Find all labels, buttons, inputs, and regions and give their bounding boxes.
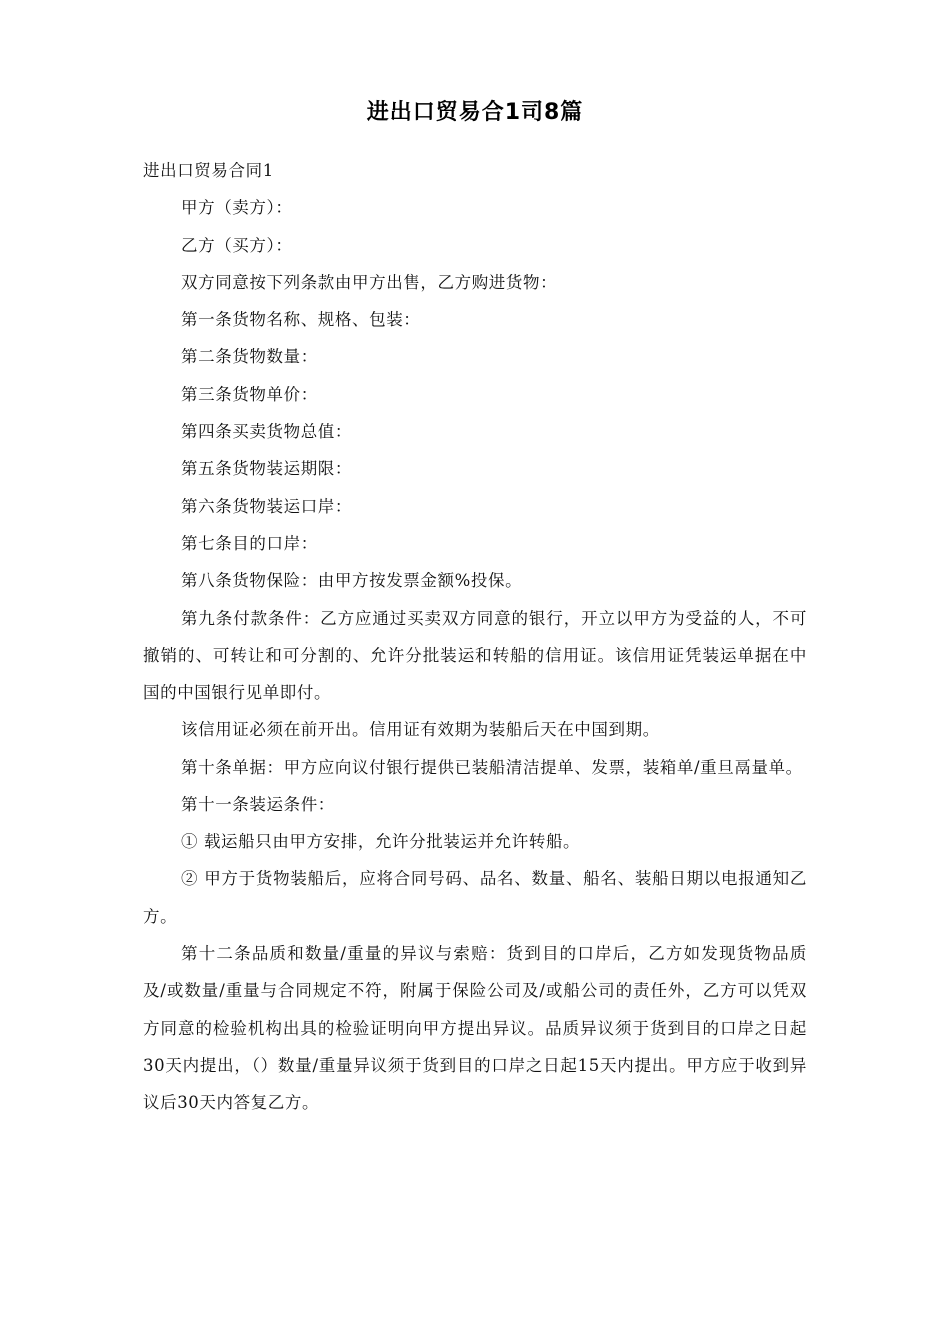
shipping-condition-2: ② 甲方于货物装船后，应将合同号码、品名、数量、船名、装船日期以电报通知乙方。 [143, 869, 807, 926]
clause-11: 第十一条装运条件： [181, 794, 335, 814]
clause-9: 第九条付款条件：乙方应通过买卖双方同意的银行，开立以甲方为受益的人，不可撤销的、可转让和可分割的、允许分批装运和转船的信用证。该信用证凭装运单据在中国的中国银行见单即付。 [143, 608, 807, 703]
agreement-intro: 双方同意按下列条款由甲方出售，乙方购进货物： [181, 272, 558, 292]
document-title: 进出口贸易合1司8篇 [366, 100, 584, 125]
party-b-line: 乙方（买方）： [181, 235, 293, 255]
credit-validity: 该信用证必须在前开出。信用证有效期为装船后天在中国到期。 [181, 720, 660, 740]
party-a-line: 甲方（卖方）： [181, 198, 293, 218]
clause-5: 第五条货物装运期限： [181, 459, 352, 479]
clause-12: 第十二条品质和数量/重量的异议与索赔：货到目的口岸后，乙方如发现货物品质及/或数量/重量与合同规定不符，附属于保险公司及/或船公司的责任外，乙方可以凭双方同意的检验机构出具的检验证明向甲方提出异议。品质异议须于货到目的口岸之日起30天内提出，（）数量/重量异议须于货到目的口岸之日起15天内提出。甲方应于收到异议后30天内答复乙方。 [143, 943, 807, 1113]
clause-6: 第六条货物装运口岸： [181, 496, 352, 516]
clause-10: 第十条单据：甲方应向议付银行提供已装船清洁提单、发票，装箱单/重旦鬲量单。 [181, 757, 803, 777]
clause-2: 第二条货物数量： [181, 347, 318, 367]
clause-4: 第四条买卖货物总值： [181, 422, 352, 442]
contract-heading: 进出口贸易合同1 [143, 161, 274, 180]
document-body [143, 152, 807, 1121]
shipping-condition-1: ① 载运船只由甲方安排，允许分批装运并允许转船。 [181, 832, 581, 852]
clause-8: 第八条货物保险：由甲方按发票金额%投保。 [181, 571, 523, 591]
clause-1: 第一条货物名称、规格、包装： [181, 310, 421, 330]
clause-3: 第三条货物单价： [181, 384, 318, 404]
clause-7: 第七条目的口岸： [181, 533, 318, 553]
